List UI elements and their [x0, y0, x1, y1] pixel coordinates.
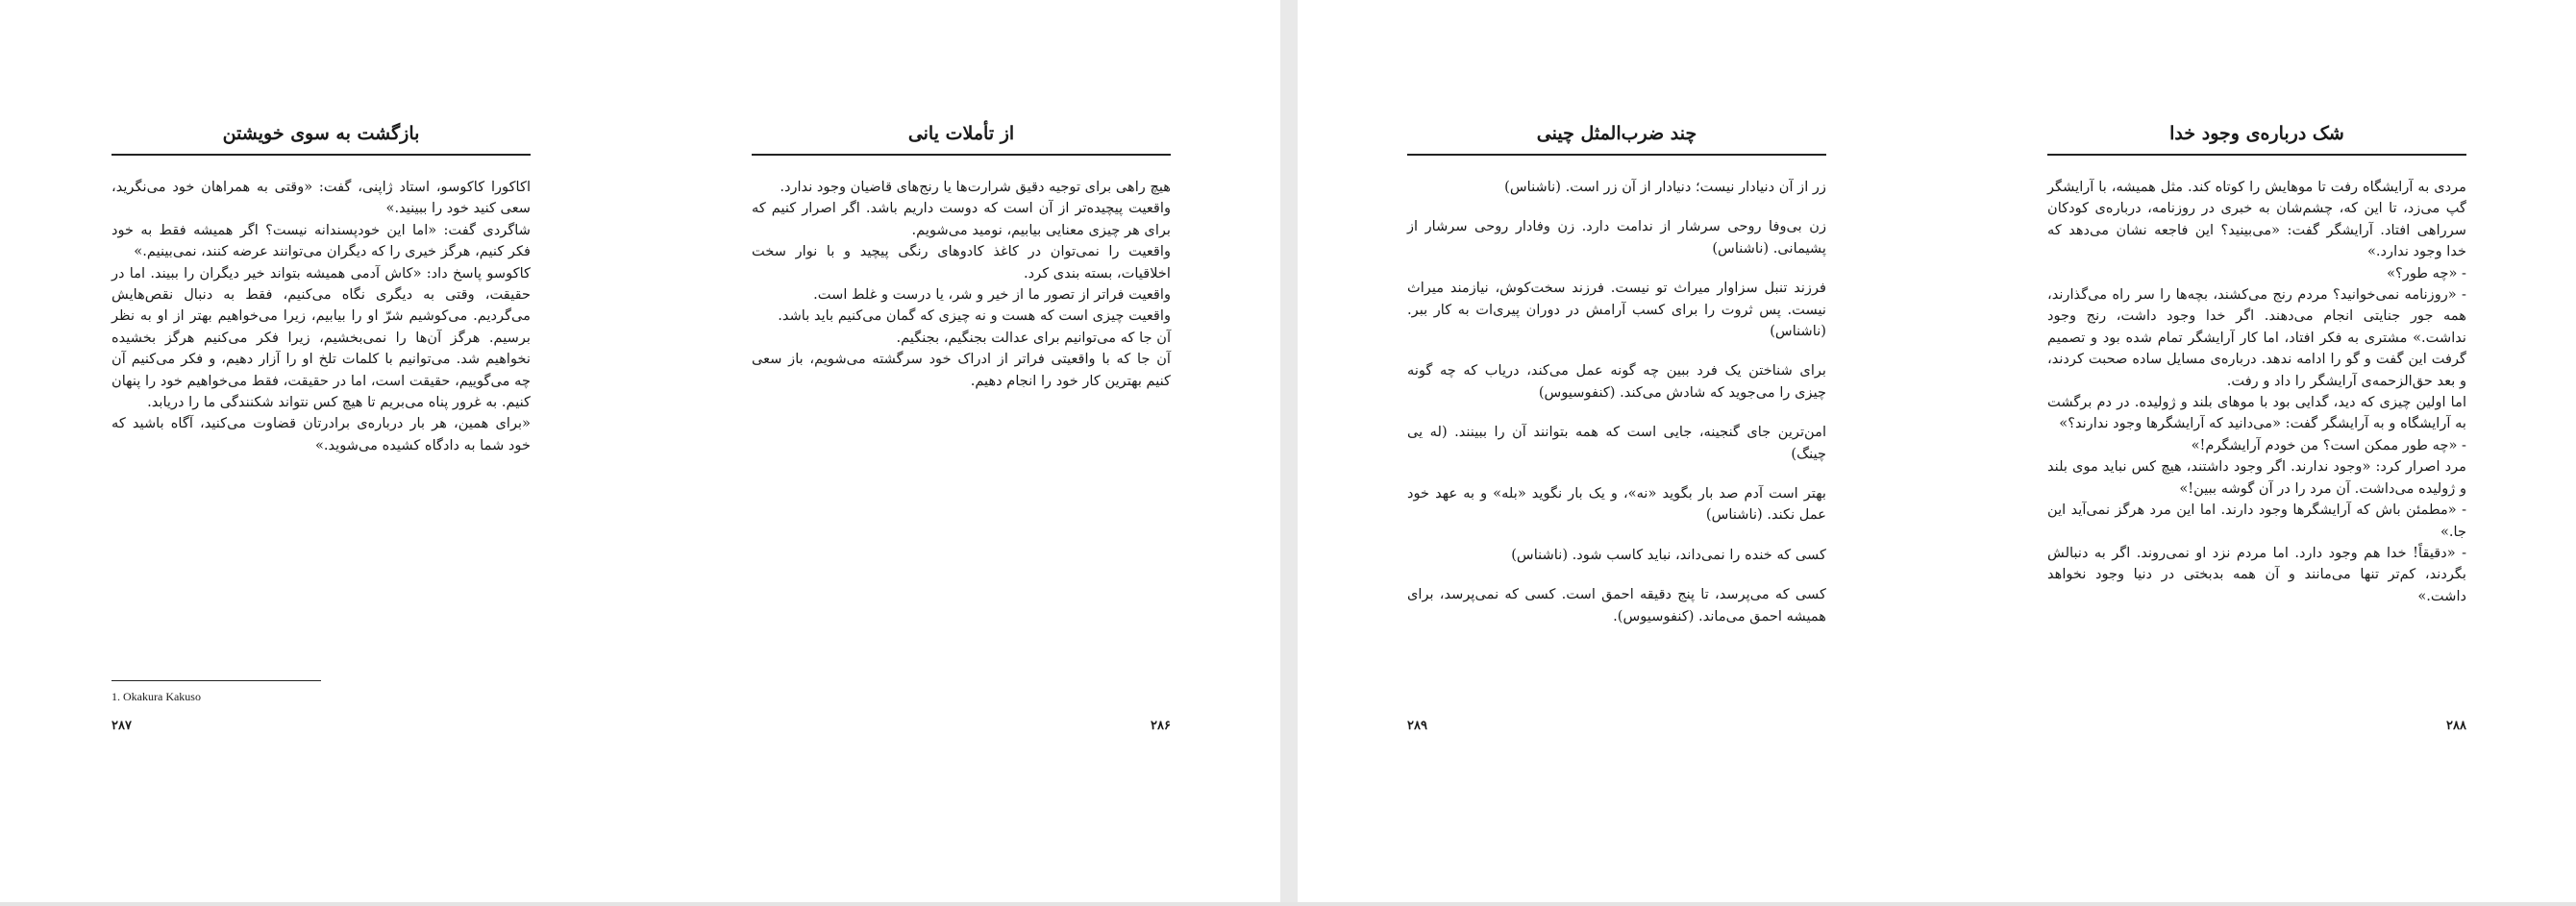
page-number: ۲۸۷: [111, 719, 132, 733]
paragraph: کاکوسو پاسخ داد: «کاش آدمی همیشه بتواند خیر دیگران را ببیند. اما در حقیقت، وقتی به دیگری نگاه می‌کنیم، فقط به دنبال نقص‌هایش می‌گردیم. می‌کوشیم شرّ او را بیابیم، زیرا می‌خواهیم بهتر از او به نظر برسیم. هرگز آن‌ها را نمی‌بخشیم، زیرا فکر می‌کنیم هرگز بخشیده نخواهیم شد. می‌توانیم با کلمات تلخ او را آزار دهیم، و فکر می‌کنیم آن چه می‌گوییم، حقیقت است، اما در حقیقت، فقط می‌خواهیم خود را پنهان کنیم. به غرور پناه می‌بریم تا هیچ کس نتواند شکنندگی ما را دریابد.: [111, 264, 531, 411]
page-286: [752, 0, 1171, 906]
paragraph: - «دقیقاً! خدا هم وجود دارد. اما مردم نزد او نمی‌روند. اگر به دنبالش بگردند، کم‌تر تنها می‌مانند و آن همه بدبختی در دنیا وجود نخواهد داشت.»: [2047, 544, 2466, 604]
page-title: بازگشت به سوی خویشتن: [222, 123, 420, 144]
proverb: بهتر است آدم صد بار بگوید «نه»، و یک بار نگوید «بله» و به عهد خود عمل نکند. (ناشناس): [1407, 485, 1826, 524]
page-288: [2047, 0, 2466, 906]
paragraph: «برای همین، هر بار درباره‌ی برادرتان قضاوت می‌کنید، آگاه باشید که خود شما به دادگاه کشیده می‌شوید.»: [111, 415, 531, 453]
proverb: فرزند تنبل سزاوار میراث تو نیست. فرزند سخت‌کوش، نیازمند میراث نیست. پس ثروت را برای کسب آرامش در دوران پیری‌ات به کار ببر. (ناشناس): [1407, 280, 1826, 340]
page-body: [111, 177, 531, 456]
paragraph: - «چه طور ممکن است؟ من خودم آرایشگرم!»: [2191, 436, 2466, 453]
page-body: [2047, 177, 2466, 607]
footnote: 1. Okakura Kakuso: [111, 690, 201, 703]
paragraph: واقعیت پیچیده‌تر از آن است که دوست داریم باشد. اگر اصرار کنیم که برای هر چیزی معنایی بیابیم، نومید می‌شویم.: [752, 200, 1171, 238]
page-title: شک درباره‌ی وجود خدا: [2169, 123, 2344, 144]
paragraph: مردی به آرایشگاه رفت تا موهایش را کوتاه کند. مثل همیشه، با آرایشگر گپ می‌زد، تا این که، چشم‌شان به خبری در روزنامه، درباره‌ی کودکان سرراهی افتاد. آرایشگر گفت: «می‌بینید؟ این فاجعه نشان می‌دهد که خدا وجود ندارد.»: [2047, 179, 2466, 260]
header-rule: [752, 154, 1171, 156]
paragraph: واقعیت فراتر از تصور ما از خیر و شر، یا درست و غلط است.: [813, 286, 1171, 304]
header-rule: [1407, 154, 1826, 156]
proverb: زر از آن دنیادار نیست؛ دنیادار از آن زر است. (ناشناس): [1504, 179, 1826, 195]
page-number: ۲۸۶: [1151, 719, 1171, 733]
right-page-spread: [1298, 0, 2576, 906]
paragraph: اما اولین چیزی که دید، گدایی بود با موهای بلند و ژولیده. در دم برگشت به آرایشگاه و به آرایشگر گفت: «می‌دانید که آرایشگرها وجود ندارند؟»: [2047, 394, 2466, 432]
paragraph: آن جا که با واقعیتی فراتر از ادراک خود سرگشته می‌شویم، باز سعی کنیم بهترین کار خود را انجام دهیم.: [752, 351, 1171, 389]
proverb: کسی که خنده را نمی‌داند، نباید کاسب شود. (ناشناس): [1511, 546, 1826, 563]
page-title: چند ضرب‌المثل چینی: [1536, 123, 1697, 144]
proverb: کسی که می‌پرسد، تا پنج دقیقه احمق است. کسی که نمی‌پرسد، برای همیشه احمق می‌ماند. (کنفوسیوس).: [1407, 586, 1826, 624]
page-body: [1407, 177, 1826, 646]
paragraph: - «مطمئن باش که آرایشگرها وجود دارند. اما این مرد هرگز نمی‌آید این جا.»: [2047, 502, 2466, 540]
footnote-rule: [111, 680, 321, 681]
paragraph: - «چه طور؟»: [2387, 264, 2466, 282]
paragraph: اکاکورا کاکوسو، استاد ژاپنی، گفت: «وقتی به همراهان خود می‌نگرید، سعی کنید خود را ببینید.»: [111, 179, 531, 217]
paragraph: آن جا که می‌توانیم برای عدالت بجنگیم، بجنگیم.: [896, 329, 1171, 346]
paragraph: واقعیت چیزی است که هست و نه چیزی که گمان می‌کنیم باید باشد.: [778, 307, 1171, 325]
proverb: امن‌ترین جای گنجینه، جایی است که همه بتوانند آن را ببینند. (له یی چینگ): [1407, 424, 1826, 462]
page-289: [1407, 0, 1826, 906]
proverb: برای شناختن یک فرد ببین چه گونه عمل می‌کند، دریاب که چه گونه چیزی را می‌جوید که شادش می‌کند. (کنفوسیوس): [1407, 362, 1826, 401]
paragraph: شاگردی گفت: «اما این خودپسندانه نیست؟ اگر همیشه فقط به خود فکر کنیم، هرگز خیری را که دیگران می‌توانند عرضه کنند، نمی‌بینیم.»: [111, 221, 531, 260]
header-rule: [111, 154, 531, 156]
page-287: [111, 0, 531, 906]
spread-divider: [1280, 0, 1298, 906]
page-number: ۲۸۸: [2446, 719, 2466, 733]
proverb: زن بی‌وفا روحی سرشار از ندامت دارد. زن وفادار روحی سرشار از پشیمانی. (ناشناس): [1407, 218, 1826, 257]
paragraph: - «روزنامه نمی‌خوانید؟ مردم رنج می‌کشند، بچه‌ها را سر راه می‌گذارند، همه جور جنایتی انجام می‌دهند. اگر خدا وجود داشت، رنج وجود نداشت.» مشتری به فکر افتاد، اما کار آرایشگر تمام شده بود و تصمیم گرفت این گفت و گو را ادامه ندهد. درباره‌ی مسایل ساده صحبت کردند، و بعد حق‌الزحمه‌ی آرایشگر را داد و رفت.: [2047, 286, 2466, 389]
header-rule: [2047, 154, 2466, 156]
page-body: [752, 177, 1171, 392]
viewer-bottom-edge: [0, 902, 2576, 906]
paragraph: واقعیت را نمی‌توان در کاغذ کادوهای رنگی پیچید و با نوار سخت اخلاقیات، بسته بندی کرد.: [752, 243, 1171, 282]
page-number: ۲۸۹: [1407, 719, 1427, 733]
left-page-spread: [0, 0, 1280, 906]
paragraph: هیچ راهی برای توجیه دقیق شرارت‌ها یا رنج‌های قاضیان وجود ندارد.: [780, 179, 1171, 195]
paragraph: مرد اصرار کرد: «وجود ندارند. اگر وجود داشتند، هیچ کس نباید موی بلند و ژولیده می‌داشت. آن مرد را در آن گوشه ببین!»: [2047, 458, 2466, 497]
page-title: از تأملات یانی: [907, 123, 1015, 144]
